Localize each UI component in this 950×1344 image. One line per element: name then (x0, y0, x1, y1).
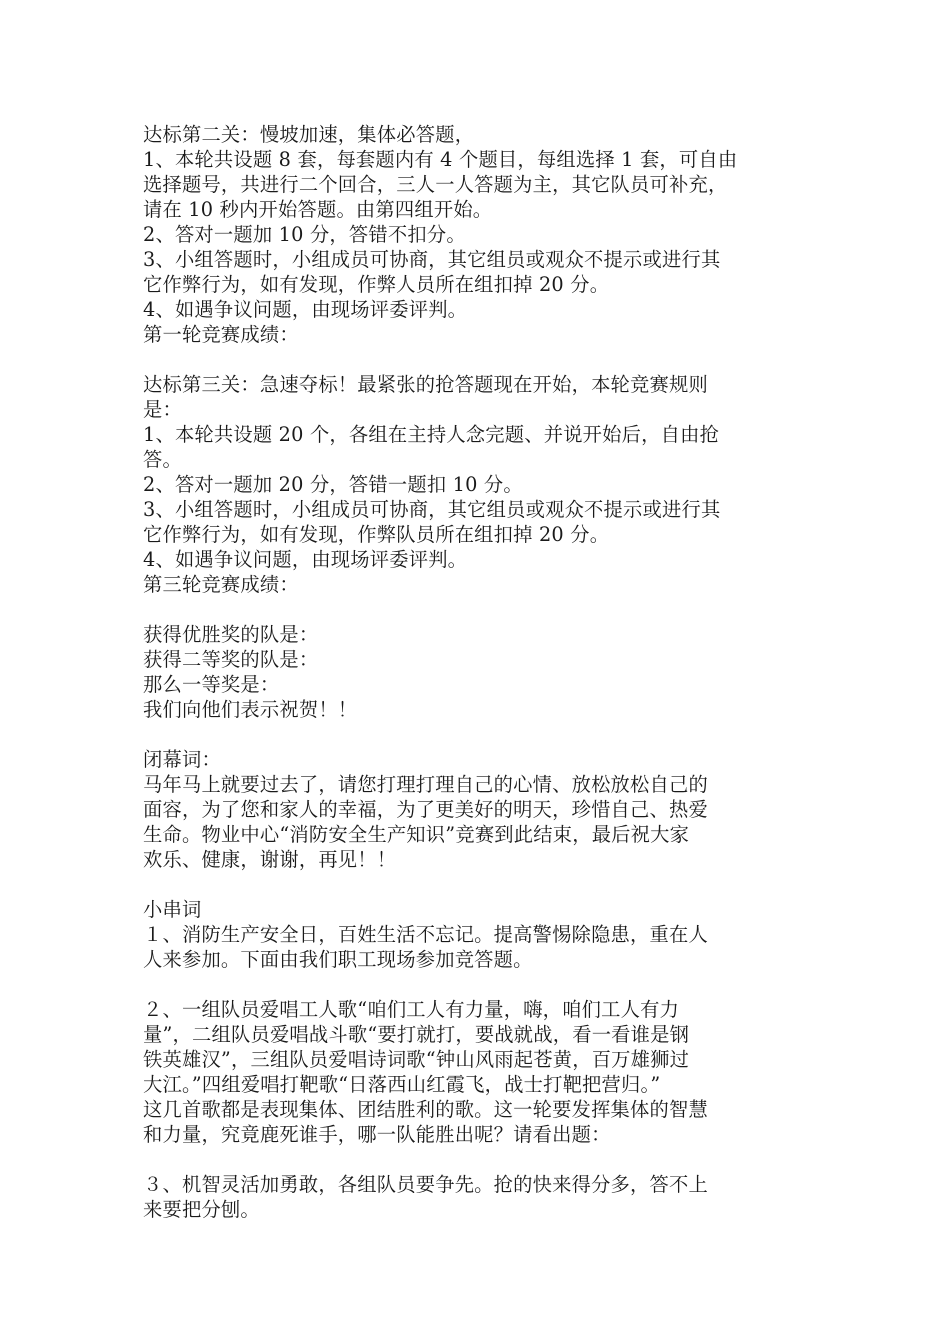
round1-score-label: 第一轮竞赛成绩： (143, 323, 299, 346)
closing-title: 闭幕词： (143, 748, 221, 771)
section3-rule-line: 它作弊行为，如有发现，作弊队员所在组扣掉 20 分。 (143, 523, 610, 546)
section3-title: 是： (143, 398, 182, 421)
section3-rule-line: 4、如遇争议问题，由现场评委评判。 (143, 548, 468, 571)
section3-rule-line: 3、小组答题时，小组成员可协商，其它组员或观众不提示或进行其 (143, 498, 721, 521)
section2-rule-line: 1、本轮共设题 8 套，每套题内有 4 个题目，每组选择 1 套，可自由 (143, 148, 738, 171)
blank-line (143, 347, 811, 372)
interlude-line: 这几首歌都是表现集体、团结胜利的歌。这一轮要发挥集体的智慧 (143, 1098, 708, 1121)
blank-line (143, 1147, 811, 1172)
round3-score-label: 第三轮竞赛成绩： (143, 573, 299, 596)
award-line: 获得二等奖的队是： (143, 648, 319, 671)
blank-line (143, 872, 811, 897)
interlude-line: １、消防生产安全日，百姓生活不忘记。提高警惕除隐患，重在人 (143, 923, 708, 946)
document-body (143, 122, 811, 1222)
section2-rule-line: 2、答对一题加 10 分，答错不扣分。 (143, 223, 466, 246)
section3-rule-line: 答。 (143, 448, 182, 471)
section2-rule-line: 它作弊行为，如有发现，作弊人员所在组扣掉 20 分。 (143, 273, 610, 296)
section3-rule-line: 2、答对一题加 20 分，答错一题扣 10 分。 (143, 473, 523, 496)
closing-line: 生命。物业中心“消防安全生产知识”竞赛到此结束，最后祝大家 (143, 823, 690, 846)
interlude-line: 和力量，究竟鹿死谁手，哪一队能胜出呢？请看出题： (143, 1123, 611, 1146)
interlude-line: 来要把分刨。 (143, 1198, 260, 1221)
closing-line: 欢乐、健康，谢谢，再见！！ (143, 848, 397, 871)
award-line: 那么一等奖是： (143, 673, 280, 696)
interlude-line: ３、机智灵活加勇敢，各组队员要争先。抢的快来得分多，答不上 (143, 1173, 708, 1196)
interlude-line: 人来参加。下面由我们职工现场参加竞答题。 (143, 948, 533, 971)
section2-rule-line: 3、小组答题时，小组成员可协商，其它组员或观众不提示或进行其 (143, 248, 721, 271)
award-line: 获得优胜奖的队是： (143, 623, 319, 646)
section3-rule-line: 1、本轮共设题 20 个，各组在主持人念完题、并说开始后，自由抢 (143, 423, 720, 446)
closing-line: 马年马上就要过去了，请您打理打理自己的心情、放松放松自己的 (143, 773, 708, 796)
section2-rule-line: 选择题号，共进行二个回合，三人一人答题为主，其它队员可补充， (143, 173, 728, 196)
interludes-title: 小串词 (143, 898, 202, 921)
section2-rule-line: 请在 10 秒内开始答题。由第四组开始。 (143, 198, 493, 221)
section2-title: 达标第二关：慢坡加速，集体必答题， (143, 123, 475, 146)
award-line: 我们向他们表示祝贺！！ (143, 698, 358, 721)
section3-title: 达标第三关：急速夺标！最紧张的抢答题现在开始，本轮竞赛规则 (143, 373, 708, 396)
interlude-line: 量”，二组队员爱唱战斗歌“要打就打，要战就战，看一看谁是钢 (143, 1023, 690, 1046)
interlude-line: 铁英雄汉”，三组队员爱唱诗词歌“钟山风雨起苍黄，百万雄狮过 (143, 1048, 690, 1071)
blank-line (143, 722, 811, 747)
blank-line (143, 597, 811, 622)
closing-line: 面容，为了您和家人的幸福，为了更美好的明天，珍惜自己、热爱 (143, 798, 708, 821)
interlude-line: 大江。”四组爱唱打靶歌“日落西山红霞飞，战士打靶把营归。” (143, 1073, 661, 1096)
interlude-line: ２、一组队员爱唱工人歌“咱们工人有力量，嗨，咱们工人有力 (143, 998, 680, 1021)
section2-rule-line: 4、如遇争议问题，由现场评委评判。 (143, 298, 468, 321)
blank-line (143, 972, 811, 997)
